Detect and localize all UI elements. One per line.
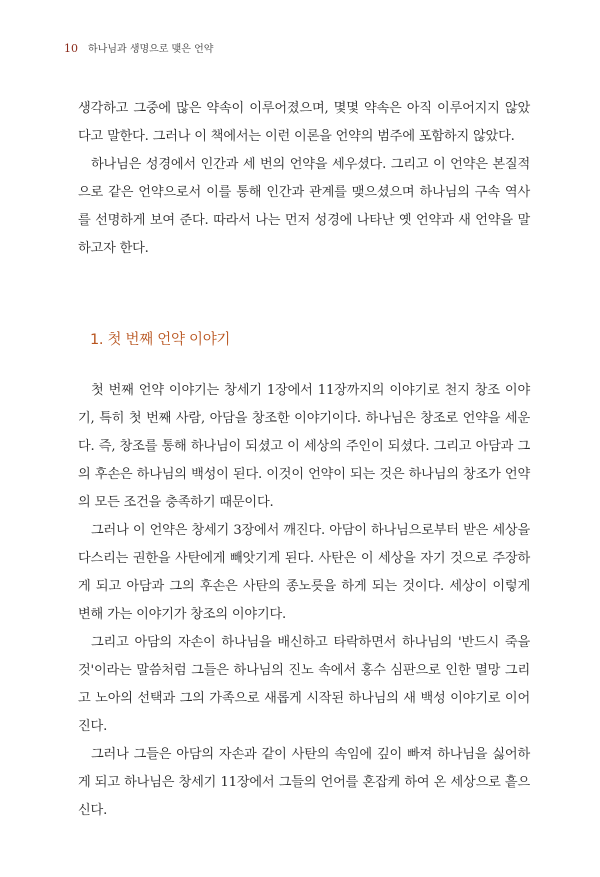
running-header	[64, 40, 213, 55]
page-number: 10	[64, 42, 78, 55]
paragraph: 첫 번째 언약 이야기는 창세기 1장에서 11장까지의 이야기로 천지 창조 이야기, 특히 첫 번째 사람, 아담을 창조한 이야기이다. 하나님은 창조로 언약을 세운다. 즉, 창조를 통해 하나님이 되셨고 이 세상의 주인이 되셨다. 그리고 아담과 그의 후손은 하나님의 백성이 된다. 이것이 언약이 되는 것은 하나님의 창조가 언약의 모든 조건을 충족하기 때문이다.	[78, 383, 530, 510]
paragraph: 하나님은 성경에서 인간과 세 번의 언약을 세우셨다. 그리고 이 언약은 본질적으로 같은 언약으로서 이를 통해 인간과 관계를 맺으셨으며 하나님의 구속 역사를 선명하게 보여 준다. 따라서 나는 먼저 성경에 나타난 옛 언약과 새 언약을 말하고자 한다.	[78, 157, 530, 256]
intro-text	[78, 95, 530, 263]
paragraph: 생각하고 그중에 많은 약속이 이루어졌으며, 몇몇 약속은 아직 이루어지지 않았다고 말한다. 그러나 이 책에서는 이런 이론을 언약의 범주에 포함하지 않았다.	[78, 101, 530, 144]
paragraph: 그러나 이 언약은 창세기 3장에서 깨진다. 아담이 하나님으로부터 받은 세상을 다스리는 권한을 사탄에게 빼앗기게 된다. 사탄은 이 세상을 자기 것으로 주장하게 되고 아담과 그의 후손은 사탄의 종노릇을 하게 되는 것이다. 세상이 이렇게 변해 가는 이야기가 창조의 이야기다.	[78, 523, 530, 622]
paragraph: 그리고 아담의 자손이 하나님을 배신하고 타락하면서 하나님의 '반드시 죽을 것'이라는 말씀처럼 그들은 하나님의 진노 속에서 홍수 심판으로 인한 멸망 그리고 노아의 선택과 그의 가족으로 새롭게 시작된 하나님의 새 백성 이야기로 이어진다.	[78, 635, 530, 734]
paragraph: 그러나 그들은 아담의 자손과 같이 사탄의 속임에 깊이 빠져 하나님을 싫어하게 되고 하나님은 창세기 11장에서 그들의 언어를 혼잡케 하여 온 세상으로 흩으신다.	[78, 747, 530, 818]
section-heading: 1. 첫 번째 언약 이야기	[90, 332, 231, 348]
running-title: 하나님과 생명으로 맺은 언약	[88, 44, 214, 55]
section-text	[78, 377, 530, 825]
